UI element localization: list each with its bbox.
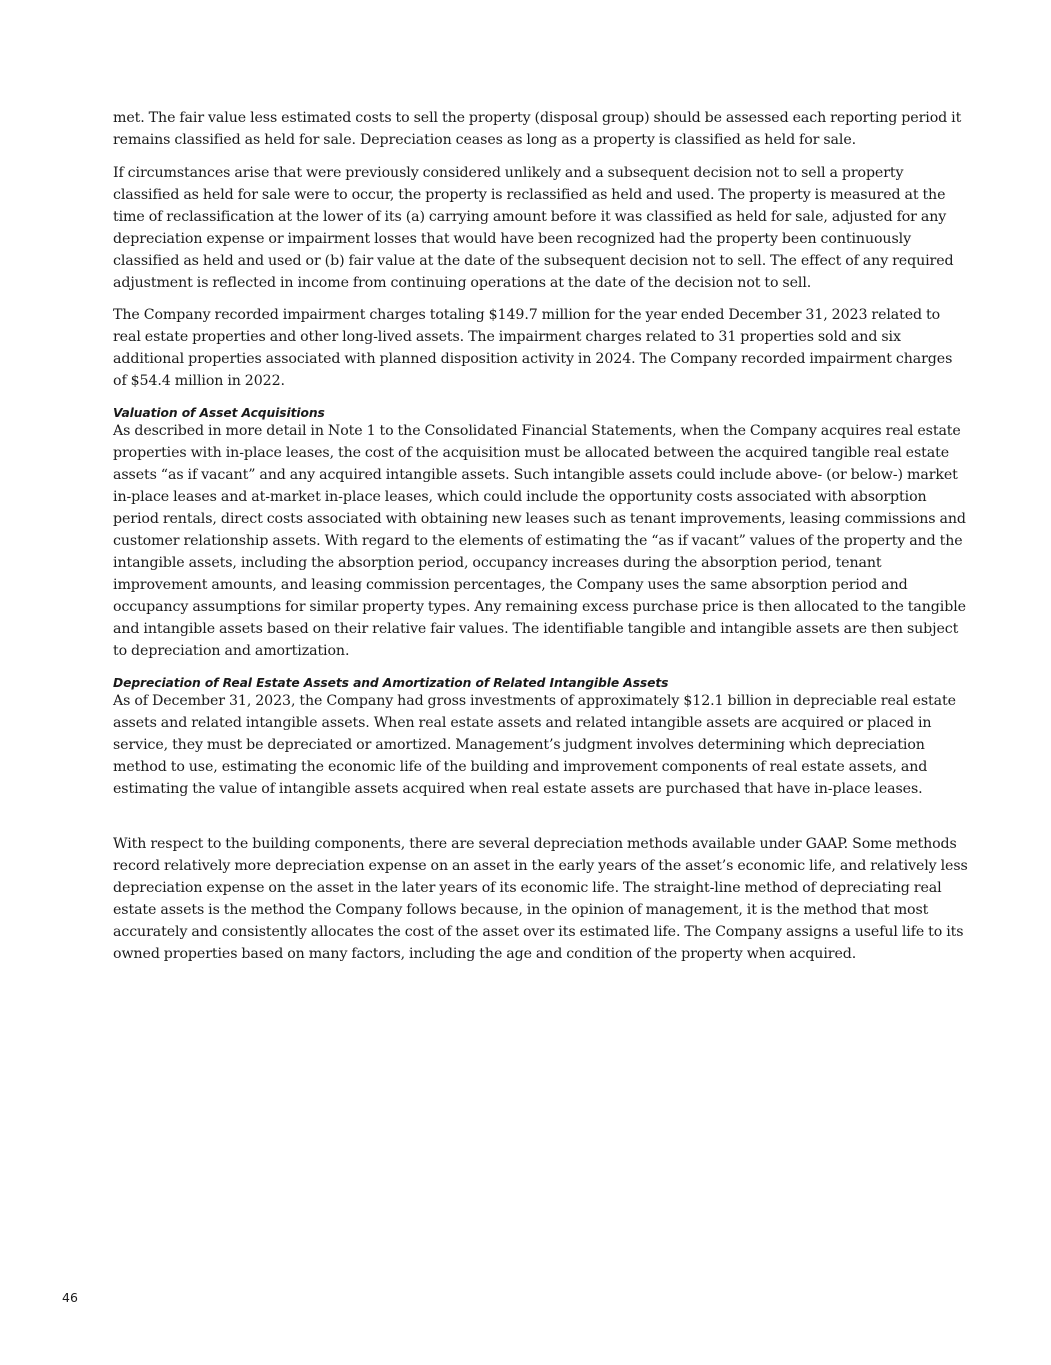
paragraph-asset-acquisitions: As described in more detail in Note 1 to the Consolidated Financial Statements, when the Company acquires real estate properties with in-place leases, the cost of the acquisition must be allocated between the acquired tangible real estate assets “as if vacant” and any acquired intangible assets. Such intangible assets could include above- (or below-) market in-place leases and at-market in-place leases, which could include the opportunity costs associated with absorption period rentals, direct costs associated with obtaining new leases such as tenant improvements, leasing commissions and customer relationship assets. With regard to the elements of estimating the “as if vacant” values of the property and the intangible assets, including the absorption period, occupancy increases during the absorption period, tenant improvement amounts, and leasing commission percentages, the Company uses the same absorption period and occupancy assumptions for similar property types. Any remaining excess purchase price is then allocated to the tangible and intangible assets based on their relative fair values. The identifiable tangible and intangible assets are then subject to depreciation and amortization.	[113, 423, 966, 659]
paragraph-reclassification: If circumstances arise that were previously considered unlikely and a subsequent decision not to sell a property classified as held for sale were to occur, the property is reclassified as held and used. The property is measured at the time of reclassification at the lower of its (a) carrying amount before it was classified as held for sale, adjusted for any depreciation expense or impairment losses that would have been recognized had the property been continuously classified as held and used or (b) fair value at the date of the subsequent decision not to sell. The effect of any required adjustment is reflected in income from continuing operations at the date of the decision not to sell.	[113, 165, 954, 291]
paragraph-impairment-charges: The Company recorded impairment charges totaling $149.7 million for the year ended December 31, 2023 related to real estate properties and other long-lived assets. The impairment charges related to 31 properties sold and six additional properties associated with planned disposition activity in 2024. The Company recorded impairment charges of $54.4 million in 2022.	[113, 307, 953, 389]
heading-depreciation-and-amortization: Depreciation of Real Estate Assets and Amortization of Related Intangible Assets	[113, 676, 669, 690]
paragraph-held-for-sale-continued: met. The fair value less estimated costs to sell the property (disposal group) should be assessed each reporting period it remains classified as held for sale. Depreciation ceases as long as a property is classified as held for sale.	[113, 110, 962, 148]
paragraph-gross-investments: As of December 31, 2023, the Company had gross investments of approximately $12.1 billion in depreciable real estate assets and related intangible assets. When real estate assets and related intangible assets are acquired or placed in service, they must be depreciated or amortized. Management’s judgment involves determining which depreciation method to use, estimating the economic life of the building and improvement components of real estate assets, and estimating the value of intangible assets acquired when real estate assets are purchased that have in-place leases.	[113, 693, 956, 797]
page-number: 46	[62, 1290, 78, 1305]
heading-valuation-of-asset-acquisitions: Valuation of Asset Acquisitions	[113, 406, 325, 420]
paragraph-depreciation-methods: With respect to the building components, there are several depreciation methods available under GAAP. Some methods record relatively more depreciation expense on an asset in the early years of the asset’s economic life, and relatively less depreciation expense on the asset in the later years of its economic life. The straight-line method of depreciating real estate assets is the method the Company follows because, in the opinion of management, it is the method that most accurately and consistently allocates the cost of the asset over its estimated life. The Company assigns a useful life to its owned properties based on many factors, including the age and condition of the property when acquired.	[113, 836, 968, 962]
